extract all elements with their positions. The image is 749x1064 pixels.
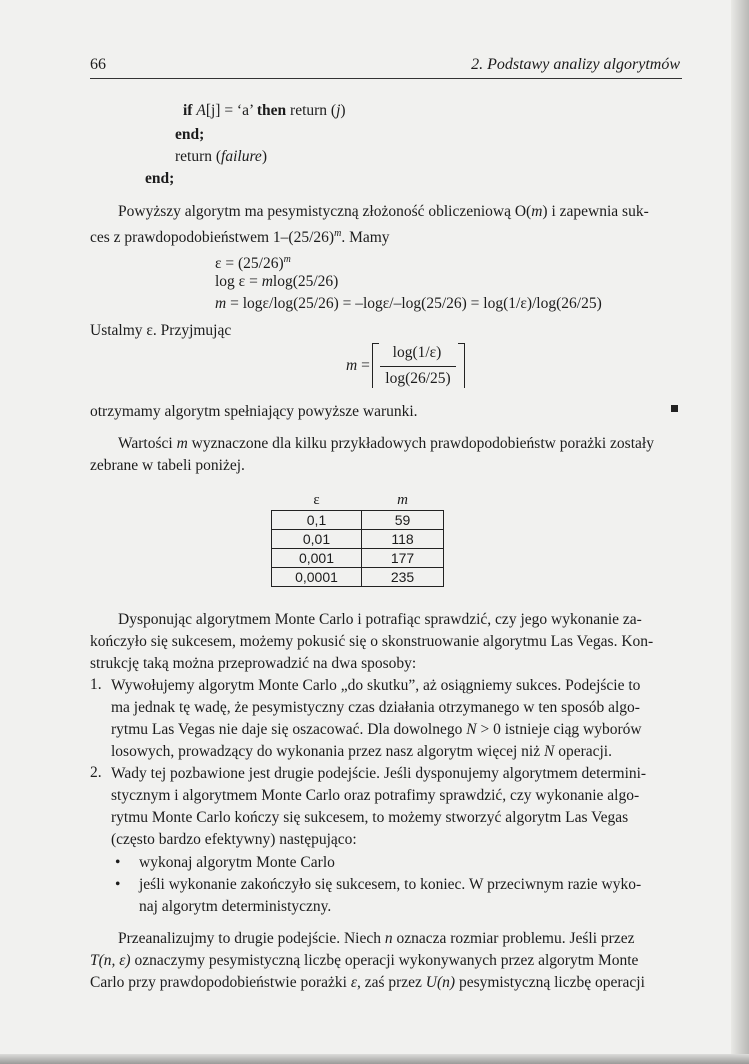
para4-line1: Przeanalizujmy to drugie podejście. Niech n oznacza rozmiar problemu. Jeśli przez	[118, 930, 635, 947]
table-cell-m: 118	[362, 530, 444, 549]
para4-line2: T(n, ε) oznaczymy pesymistyczną liczbę operacji wykonywanych przez algorytm Monte	[90, 952, 639, 969]
table-cell-eps: 0,0001	[272, 568, 362, 587]
list-item-2-line2: stycznym i algorytmem Monte Carlo oraz potrafimy sprawdzić, czy wykonanie algo-	[111, 787, 640, 804]
equation-2: log ε = mlog(25/26)	[215, 273, 339, 290]
para4-line3: Carlo przy prawdopodobieństwie porażki ε, zaś przez U(n) pesymistyczną liczbę operacji	[90, 974, 645, 991]
ustalmy-line: Ustalmy ε. Przyjmując	[90, 322, 232, 339]
list-item-1-line1: Wywołujemy algorytm Monte Carlo „do skutku”, aż osiągniemy sukces. Podejście to	[111, 677, 641, 694]
result-line: otrzymamy algorytm spełniający powyższe warunki.	[90, 403, 418, 420]
para3-line3: strukcję taką można przeprowadzić na dwa sposoby:	[90, 655, 417, 672]
fraction-bar	[380, 366, 456, 367]
code-line-3: return (failure)	[175, 148, 267, 165]
running-header	[90, 56, 682, 79]
qed-square-icon	[671, 405, 678, 412]
code-line-4: end;	[145, 170, 175, 187]
code-line-1: if A[j] = ‘a’ then return (j)	[183, 102, 346, 119]
para1-line1: Powyższy algorytm ma pesymistyczną złożoność obliczeniową O(m) i zapewnia suk-	[118, 203, 649, 220]
table-cell-m: 177	[362, 549, 444, 568]
results-table	[271, 490, 444, 587]
page-bottom-shadow	[0, 1054, 749, 1064]
table-row	[272, 530, 444, 549]
col-header-eps: ε	[313, 491, 320, 508]
para2-line1: Wartości m wyznaczone dla kilku przykładowych prawdopodobieństw porażki zostały	[118, 435, 654, 452]
chapter-title: 2. Podstawy analizy algorytmów	[471, 56, 680, 73]
para2-line2: zebrane w tabeli poniżej.	[90, 457, 245, 474]
table-row	[272, 549, 444, 568]
list-item-1-number: 1.	[90, 676, 102, 693]
para1-line2: ces z prawdopodobieństwem $1-(25/26)^m$. Mamy	[90, 228, 390, 247]
table-cell-eps: 0,001	[272, 549, 362, 568]
equation-3: m = logε/log(25/26) = –logε/–log(25/26) = log(1/ε)/log(26/25)	[215, 295, 602, 312]
table-cell-m: 59	[362, 511, 444, 530]
col-header-m: m	[397, 491, 408, 508]
table-cell-m: 235	[362, 568, 444, 587]
table-row	[272, 568, 444, 587]
list-item-2-line4: (często bardzo efektywny) następująco:	[111, 831, 357, 848]
bullet-icon: •	[115, 876, 121, 893]
page-edge-shadow	[731, 0, 749, 1064]
bullet-item-2-line1: jeśli wykonanie zakończyło się sukcesem, to koniec. W przeciwnym razie wyko-	[139, 876, 642, 893]
bullet-item-2-line2: naj algorytm deterministyczny.	[139, 898, 332, 915]
bullet-icon: •	[115, 854, 121, 871]
table-row	[272, 511, 444, 530]
para3-line1: Dysponując algorytmem Monte Carlo i potrafiąc sprawdzić, czy jego wykonanie za-	[118, 611, 642, 628]
list-item-2-line3: rytmu Monte Carlo kończy się sukcesem, to możemy stworzyć algorytm Las Vegas	[111, 809, 629, 826]
equation-1: $\varepsilon = (25/26)^m$	[215, 254, 291, 273]
table-cell-eps: 0,01	[272, 530, 362, 549]
list-item-1-line3: rytmu Las Vegas nie daje się oszacować. Dla dowolnego N > 0 istnieje ciąg wyborów	[111, 721, 642, 738]
fraction-denominator: log(26/25)	[385, 370, 451, 387]
list-item-2-number: 2.	[90, 764, 102, 781]
code-line-2: end;	[175, 126, 205, 143]
fraction-numerator: log(1/ε)	[392, 344, 442, 361]
list-item-1-line2: ma jednak tę wadę, że pesymistyczny czas działania otrzymanego w ten sposób algo-	[111, 699, 640, 716]
page-number: 66	[90, 56, 106, 73]
list-item-1-line4: losowych, prowadzący do wykonania przez nasz algorytm więcej niż N operacji.	[111, 743, 612, 760]
table-cell-eps: 0,1	[272, 511, 362, 530]
para3-line2: kończyło się sukcesem, możemy pokusić się o skonstruowanie algorytmu Las Vegas. Kon-	[90, 633, 654, 650]
table-header-row	[272, 490, 444, 511]
fraction-lhs: m =	[346, 357, 370, 374]
ceil-right	[458, 343, 465, 388]
list-item-2-line1: Wady tej pozbawione jest drugie podejście. Jeśli dysponujemy algorytmem determini-	[111, 765, 647, 782]
bullet-item-1: wykonaj algorytm Monte Carlo	[139, 854, 335, 871]
